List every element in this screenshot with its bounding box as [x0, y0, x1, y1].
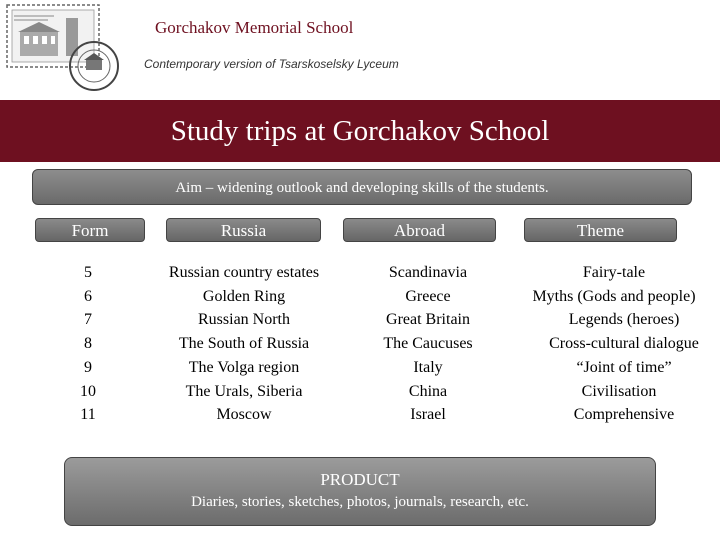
russia-cell: The South of Russia: [178, 335, 310, 353]
column-theme: [508, 261, 720, 427]
abroad-cell: Scandinavia: [388, 264, 468, 281]
page-title: Study trips at Gorchakov School: [170, 114, 550, 147]
column-russia: [150, 261, 338, 427]
product-title: PRODUCT: [320, 470, 400, 489]
header-form: Form: [35, 218, 145, 242]
column-form: [68, 261, 108, 427]
theme-cell: “Joint of time”: [576, 358, 672, 376]
form-cell: 10: [80, 382, 96, 400]
form-cell: 6: [84, 287, 92, 305]
theme-cell: Civilisation: [581, 382, 657, 400]
product-box: [64, 457, 656, 526]
form-cell: 11: [80, 406, 96, 424]
theme-cell: Comprehensive: [573, 406, 675, 424]
abroad-cell: The Caucuses: [383, 335, 473, 353]
abroad-cell: Italy: [413, 358, 443, 376]
form-cell: 5: [84, 264, 92, 281]
abroad-cell: Israel: [410, 406, 446, 424]
page-title-banner: [0, 100, 720, 162]
aim-box: Aim – widening outlook and developing skills of the students.: [32, 169, 692, 205]
school-name: Gorchakov Memorial School: [155, 18, 354, 37]
russia-cell: The Volga region: [188, 358, 300, 376]
logo-stamp-seal-icon: [4, 2, 122, 94]
russia-cell: Russian country estates: [168, 264, 320, 281]
school-subtitle: Contemporary version of Tsarskoselsky Lyceum: [144, 57, 399, 71]
header-abroad: Abroad: [343, 218, 496, 242]
product-description: Diaries, stories, sketches, photos, journals, research, etc.: [191, 494, 529, 510]
russia-cell: Moscow: [216, 406, 272, 424]
header-russia: Russia: [166, 218, 321, 242]
theme-cell: Fairy-tale: [582, 264, 646, 281]
form-cell: 8: [84, 335, 92, 353]
abroad-cell: Greece: [405, 287, 451, 305]
abroad-cell: China: [408, 382, 448, 400]
russia-cell: Golden Ring: [202, 287, 286, 305]
theme-cell: Myths (Gods and people): [532, 287, 696, 305]
theme-cell: Cross-cultural dialogue: [549, 335, 699, 353]
form-cell: 7: [84, 311, 92, 329]
header-theme: Theme: [524, 218, 677, 242]
russia-cell: Russian North: [198, 311, 290, 329]
form-cell: 9: [84, 358, 92, 376]
column-abroad: [360, 261, 496, 427]
abroad-cell: Great Britain: [386, 311, 470, 329]
school-logo: [4, 2, 122, 94]
russia-cell: The Urals, Siberia: [185, 382, 303, 400]
theme-cell: Legends (heroes): [568, 311, 680, 329]
